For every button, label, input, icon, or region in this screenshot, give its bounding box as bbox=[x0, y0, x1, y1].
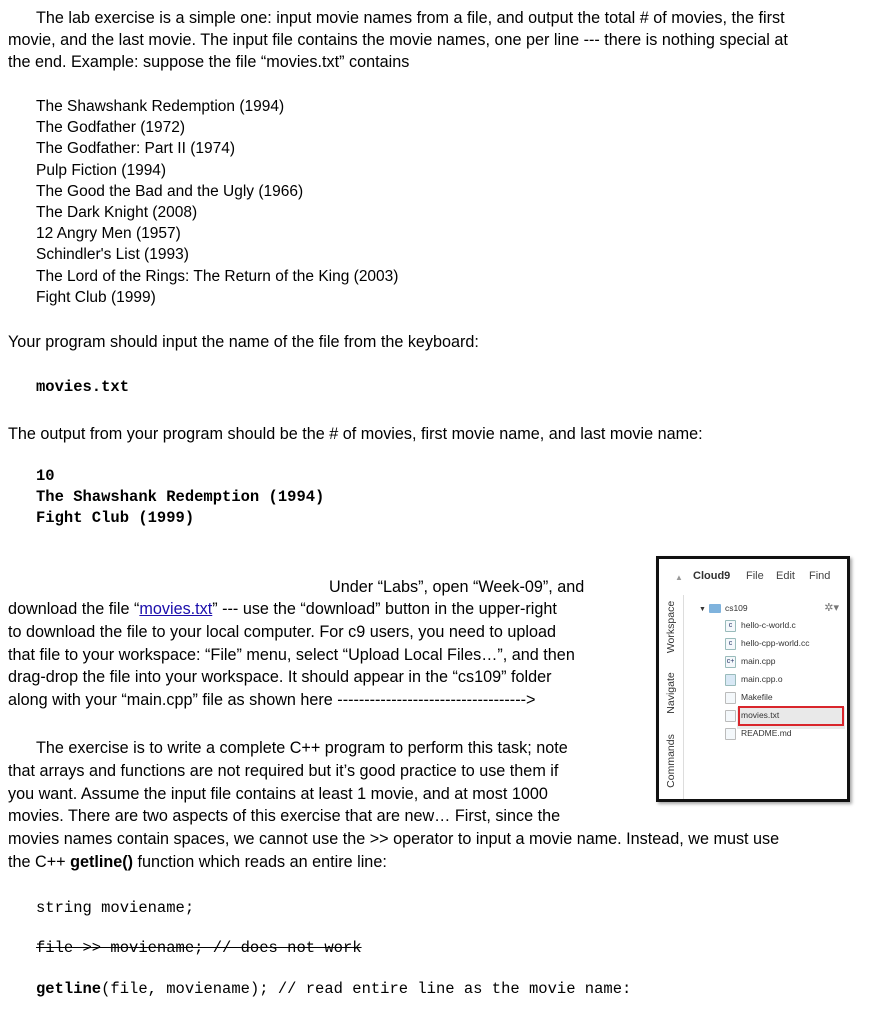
movies-txt-link[interactable]: movies.txt bbox=[139, 600, 213, 618]
intro-line-1: The lab exercise is a simple one: input movie names from a file, and output the total # of movies, the first bbox=[36, 9, 785, 27]
collapse-triangle-icon[interactable]: ▲ bbox=[675, 573, 683, 582]
code-getline-args: (file, moviename); // read entire line as the movie name: bbox=[101, 980, 632, 998]
cpp-file-icon: c+ bbox=[725, 656, 736, 668]
download-line-3: to download the file to your local computer. For c9 users, you need to upload bbox=[8, 623, 557, 641]
intro-line-3: the end. Example: suppose the file “movies.txt” contains bbox=[8, 53, 410, 71]
exercise-text: the C++ bbox=[8, 853, 71, 871]
exercise-line-5: movies names contain spaces, we cannot use the >> operator to input a movie name. Instead, we must use bbox=[8, 830, 780, 848]
input-instructions: Your program should input the name of the file from the keyboard: bbox=[8, 333, 479, 351]
output-count: 10 bbox=[36, 467, 55, 485]
getline-function-name: getline() bbox=[70, 853, 134, 871]
c-file-icon: c bbox=[725, 620, 736, 632]
movie-item: The Lord of the Rings: The Return of the King (2003) bbox=[36, 267, 399, 285]
input-code: movies.txt bbox=[36, 378, 130, 396]
file-row[interactable] bbox=[725, 618, 796, 633]
menu-cloud9[interactable]: Cloud9 bbox=[693, 570, 731, 582]
menu-file[interactable]: File bbox=[746, 570, 764, 582]
tab-navigate[interactable]: Navigate bbox=[665, 672, 677, 714]
expand-arrow-icon[interactable]: ▼ bbox=[699, 606, 706, 613]
exercise-line-4: movies. There are two aspects of this exercise that are new… First, since the bbox=[8, 807, 561, 825]
movie-item: 12 Angry Men (1957) bbox=[36, 225, 181, 243]
folder-icon bbox=[709, 604, 721, 613]
exercise-line-2: that arrays and functions are not required but it’s good practice to use them if bbox=[8, 762, 559, 780]
document-icon bbox=[725, 710, 736, 722]
movie-item: The Dark Knight (2008) bbox=[36, 203, 198, 221]
file-name: main.cpp bbox=[741, 656, 776, 666]
download-line-6: along with your “main.cpp” file as shown here -----------------------------------> bbox=[8, 691, 536, 709]
exercise-line-1: The exercise is to write a complete C++ program to perform this task; note bbox=[36, 739, 568, 757]
movie-item: Schindler's List (1993) bbox=[36, 246, 189, 264]
ide-menubar bbox=[659, 559, 847, 595]
movie-item: Fight Club (1999) bbox=[36, 288, 156, 306]
download-line-1: Under “Labs”, open “Week-09”, and bbox=[329, 578, 585, 596]
highlight-box bbox=[738, 706, 844, 726]
tab-commands[interactable]: Commands bbox=[665, 734, 677, 788]
file-name: main.cpp.o bbox=[741, 674, 783, 684]
file-row[interactable] bbox=[725, 654, 776, 669]
code-line-getline bbox=[36, 978, 631, 1000]
code-line-struck: file >> moviename; // does not work bbox=[36, 939, 362, 957]
movie-item: The Good the Bad and the Ugly (1966) bbox=[36, 182, 304, 200]
exercise-text: function which reads an entire line: bbox=[133, 853, 387, 871]
folder-row[interactable] bbox=[699, 601, 748, 616]
intro-line-2: movie, and the last movie. The input file contains the movie names, one per line --- there is nothing special at bbox=[8, 31, 788, 49]
file-name: README.md bbox=[741, 728, 792, 738]
file-name: hello-c-world.c bbox=[741, 620, 796, 630]
download-line-2 bbox=[8, 598, 557, 620]
document-icon bbox=[725, 728, 736, 740]
movie-item: Pulp Fiction (1994) bbox=[36, 161, 167, 179]
output-first: The Shawshank Redemption (1994) bbox=[36, 488, 325, 506]
code-line-declaration: string moviename; bbox=[36, 899, 195, 917]
file-row[interactable] bbox=[725, 726, 792, 741]
ide-screenshot bbox=[656, 556, 850, 802]
menu-edit[interactable]: Edit bbox=[776, 570, 795, 582]
download-line-5: drag-drop the file into your workspace. It should appear in the “cs109” folder bbox=[8, 668, 552, 686]
gear-icon[interactable]: ✲▾ bbox=[824, 602, 839, 614]
file-tree bbox=[689, 595, 845, 799]
movie-list bbox=[36, 96, 398, 308]
ide-side-tabs bbox=[659, 595, 684, 799]
file-name: hello-cpp-world.cc bbox=[741, 638, 810, 648]
file-name: Makefile bbox=[741, 692, 773, 702]
movie-item: The Godfather (1972) bbox=[36, 119, 186, 137]
menu-find[interactable]: Find bbox=[809, 570, 831, 582]
output-instructions: The output from your program should be the # of movies, first movie name, and last movie name: bbox=[8, 425, 703, 443]
movie-item: The Godfather: Part II (1974) bbox=[36, 140, 236, 158]
output-last: Fight Club (1999) bbox=[36, 509, 195, 527]
folder-name: cs109 bbox=[724, 603, 748, 613]
download-text: ” --- use the “download” button in the upper-right bbox=[212, 600, 557, 618]
download-line-4: that file to your workspace: “File” menu, select “Upload Local Files…”, and then bbox=[8, 646, 575, 664]
download-text: download the file “ bbox=[8, 600, 140, 618]
c-file-icon: c bbox=[725, 638, 736, 650]
tab-workspace[interactable]: Workspace bbox=[665, 600, 677, 654]
code-getline-keyword: getline bbox=[36, 980, 102, 998]
movie-item: The Shawshank Redemption (1994) bbox=[36, 98, 285, 115]
object-file-icon bbox=[725, 674, 736, 686]
exercise-line-6 bbox=[8, 851, 387, 873]
file-row[interactable] bbox=[725, 672, 783, 687]
document-icon bbox=[725, 692, 736, 704]
exercise-line-3: you want. Assume the input file contains at least 1 movie, and at most 1000 bbox=[8, 785, 548, 803]
file-row[interactable] bbox=[725, 636, 810, 651]
file-name: movies.txt bbox=[741, 710, 780, 720]
file-row[interactable] bbox=[725, 690, 773, 705]
